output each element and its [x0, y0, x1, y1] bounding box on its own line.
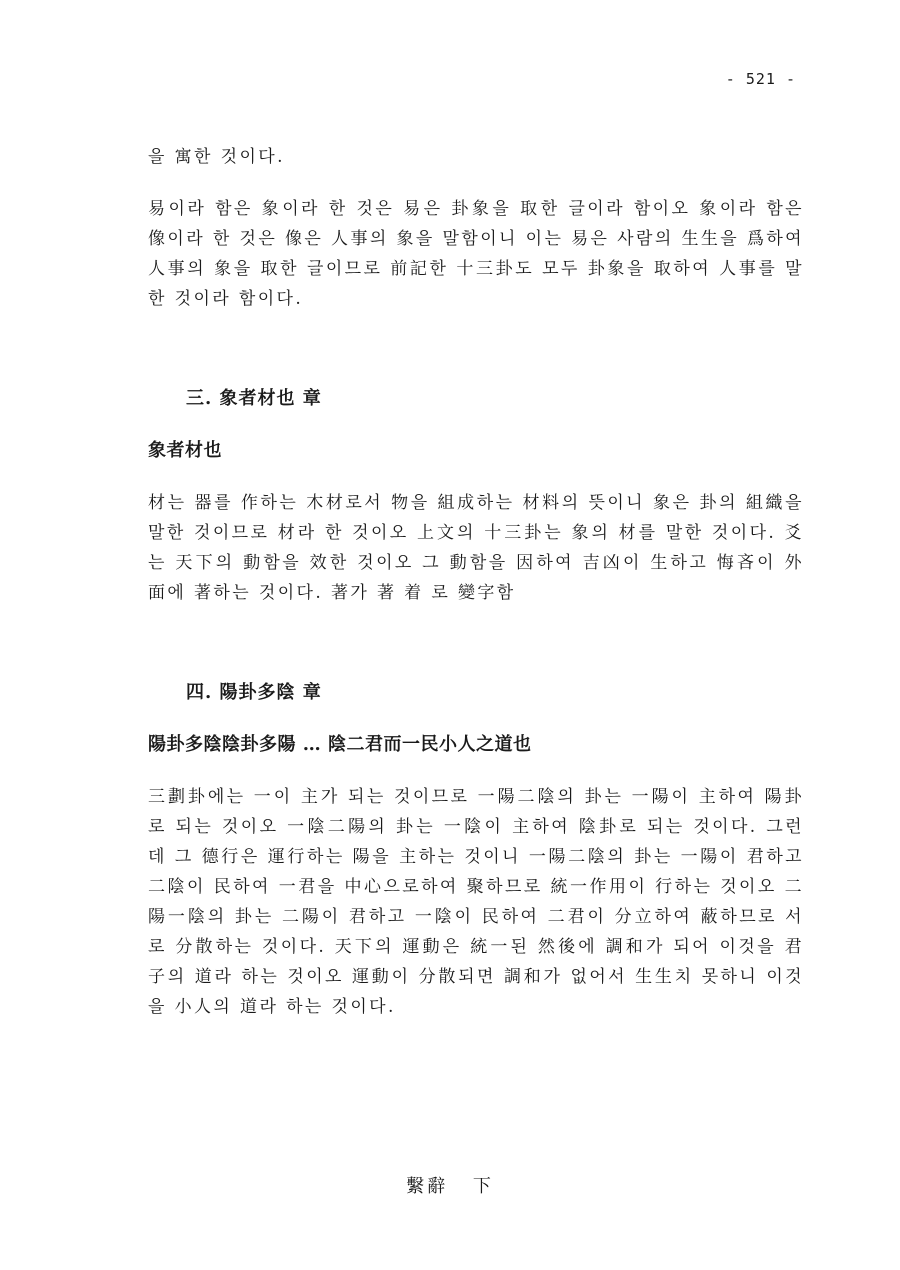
paragraph-section-4: 三劃卦에는 一이 主가 되는 것이므로 一陽二陰의 卦는 一陽이 主하여 陽卦로 되는 것이오 一陰二陽의 卦는 一陰이 主하여 陰卦로 되는 것이다. 그런데 그 德行은 運行하는 陽을 主하는 것이니 一陽二陰의 卦는 一陽이 君하고 二陰이 民하여 一君을 中心으로하여 聚하므로 統一作用이 行하는 것이오 二陽一陰의 卦는 二陽이 君하고 一陰이 民하여 二君이 分立하여 蔽하므로 서로 分散하는 것이다. 天下의 運動은 統一된 然後에 調和가 되어 이것을 君子의 道라 하는 것이오 運動이 分散되면 調和가 없어서 生生치 못하니 이것을 小人의 道라 하는 것이다.: [148, 787, 804, 1017]
subheading-3: 象者材也: [148, 440, 222, 461]
section-heading-4: 四. 陽卦多陰 章: [186, 682, 322, 703]
running-footer: [0, 1172, 900, 1198]
paragraph-section-3: 材는 器를 作하는 木材로서 物을 組成하는 材料의 뜻이니 象은 卦의 組織을 말한 것이므로 材라 한 것이오 上文의 十三卦는 象의 材를 말한 것이다. 爻는 天下의 動함을 效한 것이오 그 動함을 因하여 吉凶이 生하고 悔吝이 外面에 著하는 것이다. 著가 著 着 로 變字함: [148, 493, 804, 603]
section-heading-3: 三. 象者材也 章: [186, 388, 322, 409]
subheading-4: 陽卦多陰陰卦多陽 … 陰二君而一民小人之道也: [148, 734, 532, 755]
paragraph-intro: 을 寓한 것이다.: [148, 147, 285, 167]
page-body: [148, 142, 804, 1022]
page-number: - 521 -: [725, 70, 796, 88]
paragraph-yi-xiang: 易이라 함은 象이라 한 것은 易은 卦象을 取한 글이라 함이오 象이라 함은 像이라 한 것은 像은 人事의 象을 말함이니 이는 易은 사람의 生生을 爲하여 人事의 象을 取한 글이므로 前記한 十三卦도 모두 卦象을 取하여 人事를 말한 것이라 함이다.: [148, 199, 804, 309]
footer-title: 繫辭: [406, 1176, 449, 1197]
footer-part: 下: [472, 1176, 494, 1197]
